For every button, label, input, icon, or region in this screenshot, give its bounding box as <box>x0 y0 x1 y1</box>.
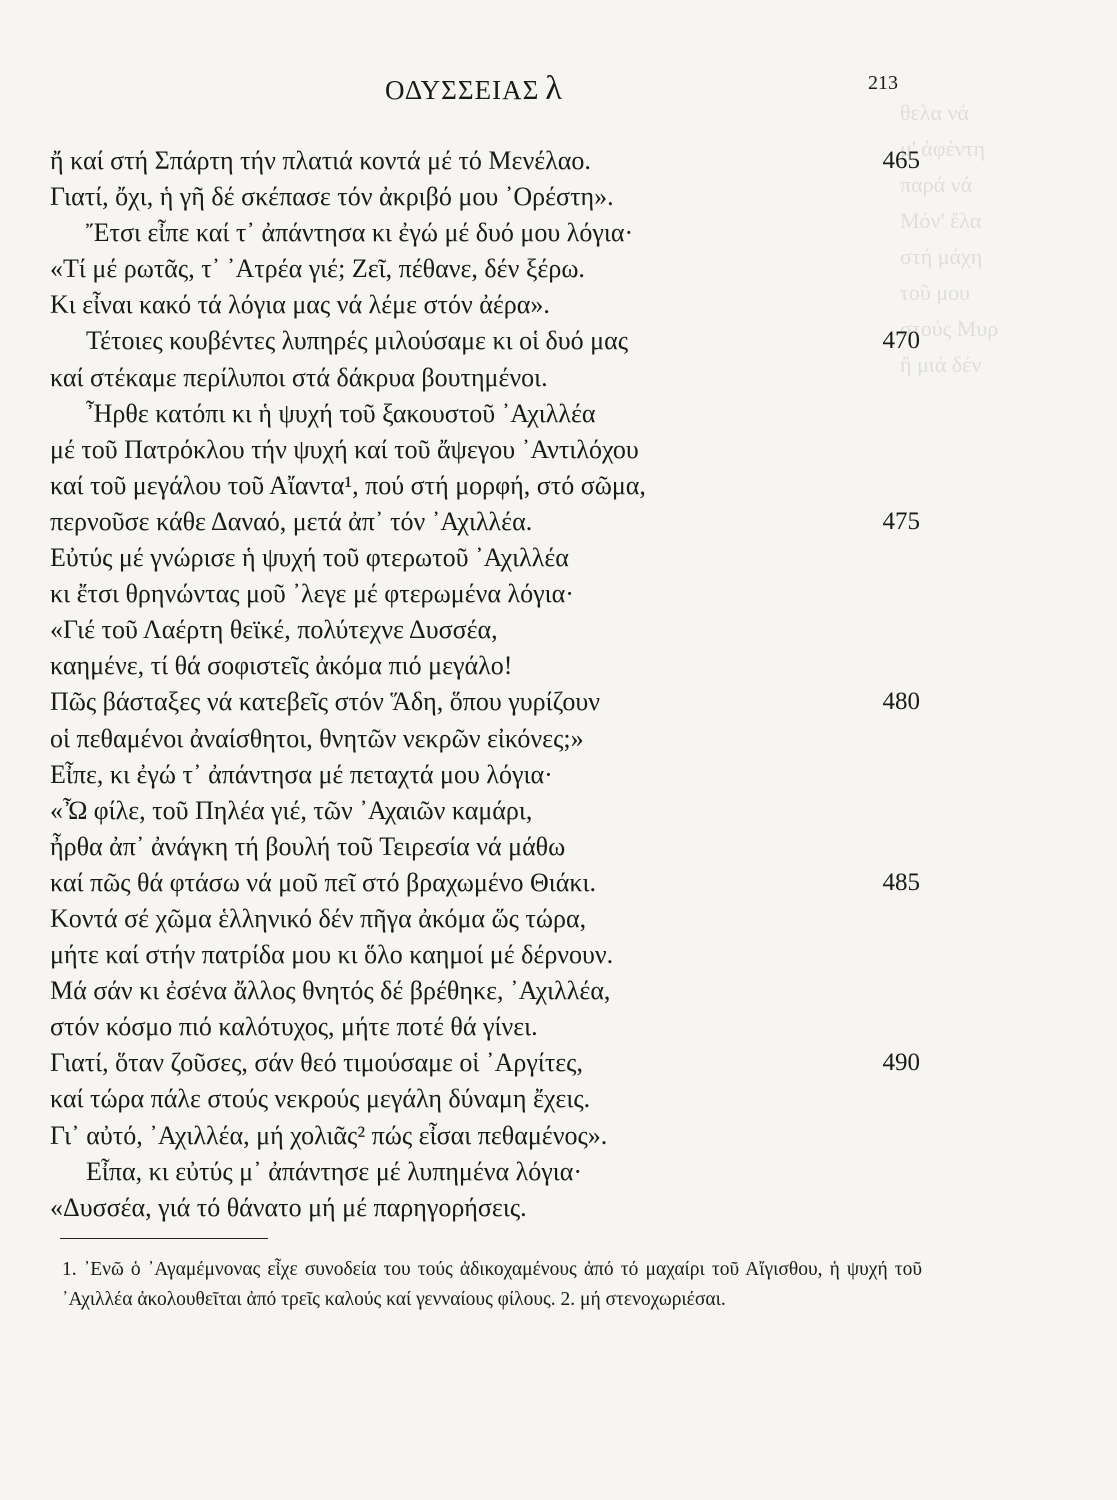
verse-text: «Γιέ τοῦ Λαέρτη θεϊκέ, πολύτεχνε Δυσσέα, <box>50 615 498 645</box>
verse-line <box>50 901 920 937</box>
verse-text: Ἔτσι εἶπε καί τ᾿ ἀπάντησα κι ἐγώ μέ δυό μου λόγια· <box>86 218 634 248</box>
verse-line <box>50 973 920 1009</box>
verse-text: καημένε, τί θά σοφιστεῖς ἀκόμα πιό μεγάλο! <box>50 651 513 681</box>
verse-text: Γιατί, ὅταν ζοῦσες, σάν θεό τιμούσαμε οἱ ᾿Αργίτες, <box>50 1048 583 1078</box>
verse-line <box>50 721 920 757</box>
verse-line <box>50 576 920 612</box>
poem-text <box>50 143 920 1226</box>
verse-line <box>50 287 920 323</box>
verse-line <box>50 793 920 829</box>
verse-text: «Ὦ φίλε, τοῦ Πηλέα γιέ, τῶν ᾿Αχαιῶν καμάρι, <box>50 795 533 825</box>
verse-text: Κοντά σέ χῶμα ἑλληνικό δέν πῆγα ἀκόμα ὥς τώρα, <box>50 903 587 933</box>
verse-line <box>50 179 920 215</box>
verse-line <box>50 1190 920 1226</box>
verse-text: «Τί μέ ρωτᾶς, τ᾿ ᾿Ατρέα γιέ; Ζεῖ, πέθανε, δέν ξέρω. <box>50 254 585 284</box>
line-number: 480 <box>882 688 920 716</box>
verse-text: Μά σάν κι ἐσένα ἄλλος θνητός δέ βρέθηκε, ᾿Αχιλλέα, <box>50 976 611 1006</box>
bleed-through-text: θελα νά μ' ἀφέντη παρά νά Μόν' ἔλα στή μάχη τοῦ μου στούς Μυρ ἢ μιά δέν <box>900 100 999 377</box>
verse-line <box>50 865 920 901</box>
page-title: ΟΔΥΣΣΕΙΑΣ λ <box>385 70 563 107</box>
footnote-text: 1. ᾿Ενῶ ὁ ᾿Αγαμέμνονας εἶχε συνοδεία του τούς ἀδικοχαμένους ἀπό τό μαχαίρι τοῦ Αἴγισθου, ἡ ψυχή τοῦ ᾿Αχιλλέα ἀκολουθεῖται ἀπό τρεῖς καλούς καί γενναίους φίλους. 2. μή στενοχωριέσαι. <box>62 1259 922 1310</box>
verse-line <box>50 432 920 468</box>
footnote-divider <box>60 1238 268 1239</box>
verse-text: καί πῶς θά φτάσω νά μοῦ πεῖ στό βραχωμένο Θιάκι. <box>50 867 597 897</box>
verse-line <box>50 937 920 973</box>
verse-text: Πῶς βάσταξες νά κατεβεῖς στόν Ἅδη, ὅπου γυρίζουν <box>50 687 600 717</box>
verse-text: καί τώρα πάλε στούς νεκρούς μεγάλη δύναμη ἔχεις. <box>50 1084 591 1114</box>
verse-text: ἦρθα ἀπ᾿ ἀνάγκη τή βουλή τοῦ Τειρεσία νά μάθω <box>50 831 566 861</box>
verse-line <box>50 323 920 359</box>
verse-text: Εὐτύς μέ γνώρισε ἡ ψυχή τοῦ φτερωτοῦ ᾿Αχιλλέα <box>50 543 569 573</box>
line-number: 490 <box>882 1049 920 1077</box>
verse-line <box>50 143 920 179</box>
book-letter: λ <box>545 70 563 107</box>
line-number: 475 <box>882 507 920 535</box>
page-number: 213 <box>868 72 898 94</box>
verse-line <box>50 360 920 396</box>
verse-line <box>50 468 920 504</box>
verse-line <box>50 504 920 540</box>
verse-line <box>50 829 920 865</box>
verse-text: «Δυσσέα, γιά τό θάνατο μή μέ παρηγορήσεις. <box>50 1192 527 1222</box>
line-number: 465 <box>882 147 920 174</box>
verse-text: Εἶπα, κι εὐτύς μ᾿ ἀπάντησε μέ λυπημένα λόγια· <box>86 1156 583 1186</box>
verse-text: μήτε καί στήν πατρίδα μου κι ὅλο καημοί μέ δέρνουν. <box>50 940 614 970</box>
verse-text: καί τοῦ μεγάλου τοῦ Αἴαντα¹, πού στή μορφή, στό σῶμα, <box>50 470 646 500</box>
verse-line <box>50 215 920 251</box>
verse-line <box>50 648 920 684</box>
verse-text: περνοῦσε κάθε Δαναό, μετά ἀπ᾿ τόν ᾿Αχιλλέα. <box>50 506 533 536</box>
verse-text: στόν κόσμο πιό καλότυχος, μήτε ποτέ θά γίνει. <box>50 1012 538 1042</box>
verse-text: οἱ πεθαμένοι ἀναίσθητοι, θνητῶν νεκρῶν εἰκόνες;» <box>50 723 584 753</box>
verse-line <box>50 1081 920 1117</box>
verse-line <box>50 396 920 432</box>
verse-text: Ἦρθε κατόπι κι ἡ ψυχή τοῦ ξακουστοῦ ᾿Αχιλλέα <box>86 398 596 428</box>
verse-text: Γι᾿ αὐτό, ᾿Αχιλλέα, μή χολιᾶς² πώς εἶσαι πεθαμένος». <box>50 1120 608 1150</box>
verse-line <box>50 1045 920 1081</box>
verse-line <box>50 1009 920 1045</box>
line-number: 485 <box>882 868 920 896</box>
verse-line <box>50 1154 920 1190</box>
verse-text: καί στέκαμε περίλυποι στά δάκρυα βουτημένοι. <box>50 362 548 392</box>
verse-text: μέ τοῦ Πατρόκλου τήν ψυχή καί τοῦ ἄψεγου ᾿Αντιλόχου <box>50 434 639 464</box>
verse-text: Εἶπε, κι ἐγώ τ᾿ ἀπάντησα μέ πεταχτά μου λόγια· <box>50 759 553 789</box>
running-header <box>0 70 1117 110</box>
footnotes <box>62 1255 922 1315</box>
verse-line <box>50 540 920 576</box>
verse-line <box>50 612 920 648</box>
verse-line <box>50 684 920 720</box>
verse-line <box>50 1118 920 1154</box>
verse-text: Γιατί, ὄχι, ἡ γῆ δέ σκέπασε τόν ἀκριβό μου ᾿Ορέστη». <box>50 182 614 212</box>
line-number: 470 <box>882 327 920 355</box>
verse-text: ἤ καί στή Σπάρτη τήν πλατιά κοντά μέ τό Μενέλαο. <box>50 146 591 175</box>
verse-text: Κι εἶναι κακό τά λόγια μας νά λέμε στόν ἀέρα». <box>50 290 550 320</box>
verse-line <box>50 251 920 287</box>
verse-line <box>50 757 920 793</box>
verse-text: Τέτοιες κουβέντες λυπηρές μιλούσαμε κι οἱ δυό μας <box>86 326 629 356</box>
verse-text: κι ἔτσι θρηνώντας μοῦ ᾿λεγε μέ φτερωμένα λόγια· <box>50 579 574 609</box>
